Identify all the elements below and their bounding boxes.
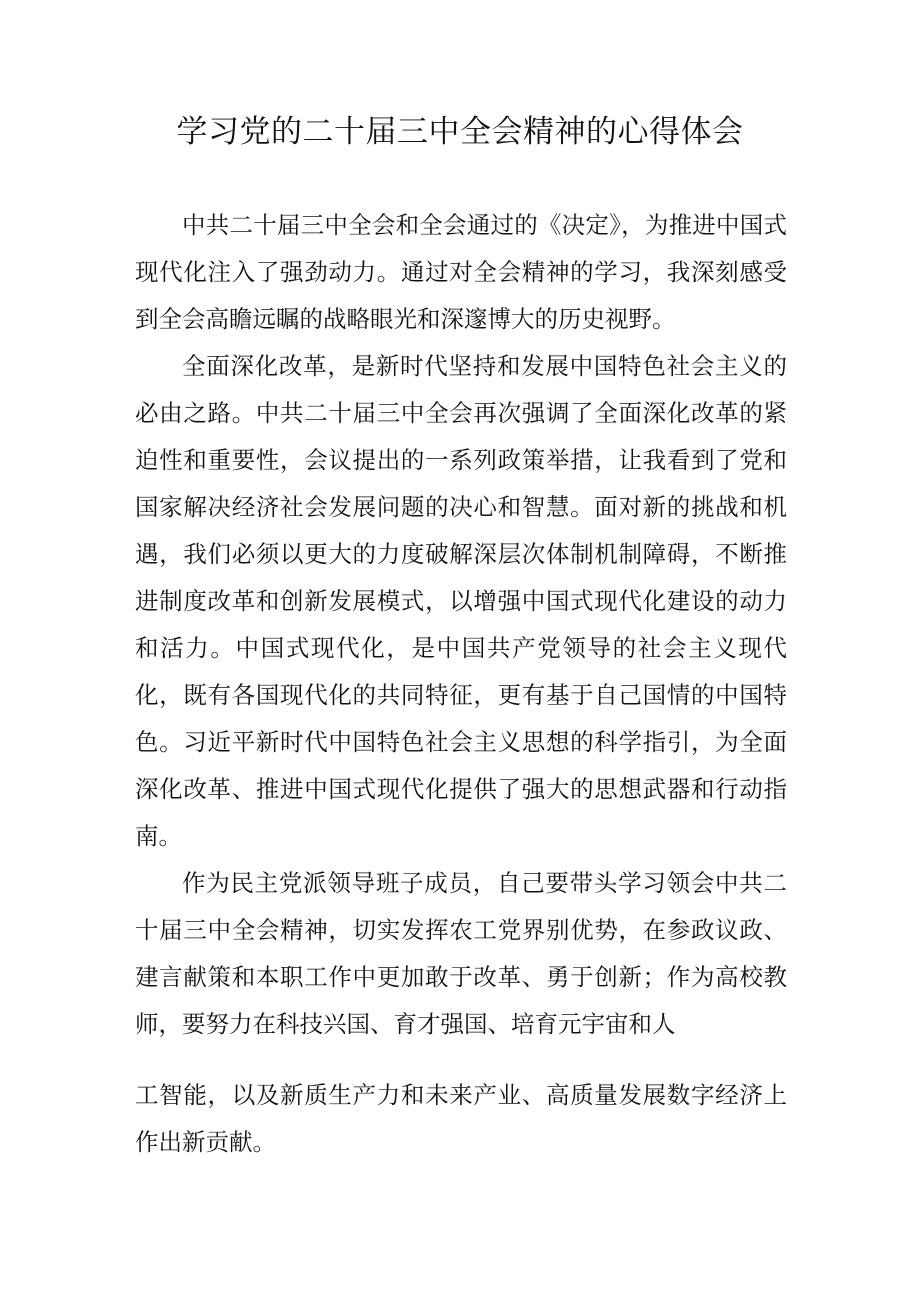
document-body-continued — [135, 1072, 787, 1166]
paragraph-2: 全面深化改革，是新时代坚持和发展中国特色社会主义的必由之路。中共二十届三中全会再次强调了全面深化改革的紧迫性和重要性，会议提出的一系列政策举措，让我看到了党和国家解决经济社会发展问题的决心和智慧。面对新的挑战和机遇，我们必须以更大的力度破解深层次体制机制障碍，不断推进制度改革和创新发展模式，以增强中国式现代化建设的动力和活力。中国式现代化，是中国共产党领导的社会主义现代化，既有各国现代化的共同特征，更有基于自己国情的中国特色。习近平新时代中国特色社会主义思想的科学指引，为全面深化改革、推进中国式现代化提供了强大的思想武器和行动指南。 — [135, 352, 787, 850]
document-body — [135, 202, 787, 1048]
paragraph-1: 中共二十届三中全会和全会通过的《决定》，为推进中国式现代化注入了强劲动力。通过对全会精神的学习，我深刻感受到全会高瞻远瞩的战略眼光和深邃博大的历史视野。 — [135, 211, 787, 333]
document-title: 学习党的二十届三中全会精神的心得体会 — [176, 114, 744, 150]
paragraph-3: 作为民主党派领导班子成员，自己要带头学习领会中共二十届三中全会精神，切实发挥农工党界别优势，在参政议政、建言献策和本职工作中更加敢于改革、勇于创新；作为高校教师，要努力在科技兴国、育才强国、培育元宇宙和人 — [135, 869, 787, 1038]
paragraph-continuation: 工智能，以及新质生产力和未来产业、高质量发展数字经济上作出新贡献。 — [135, 1081, 787, 1156]
